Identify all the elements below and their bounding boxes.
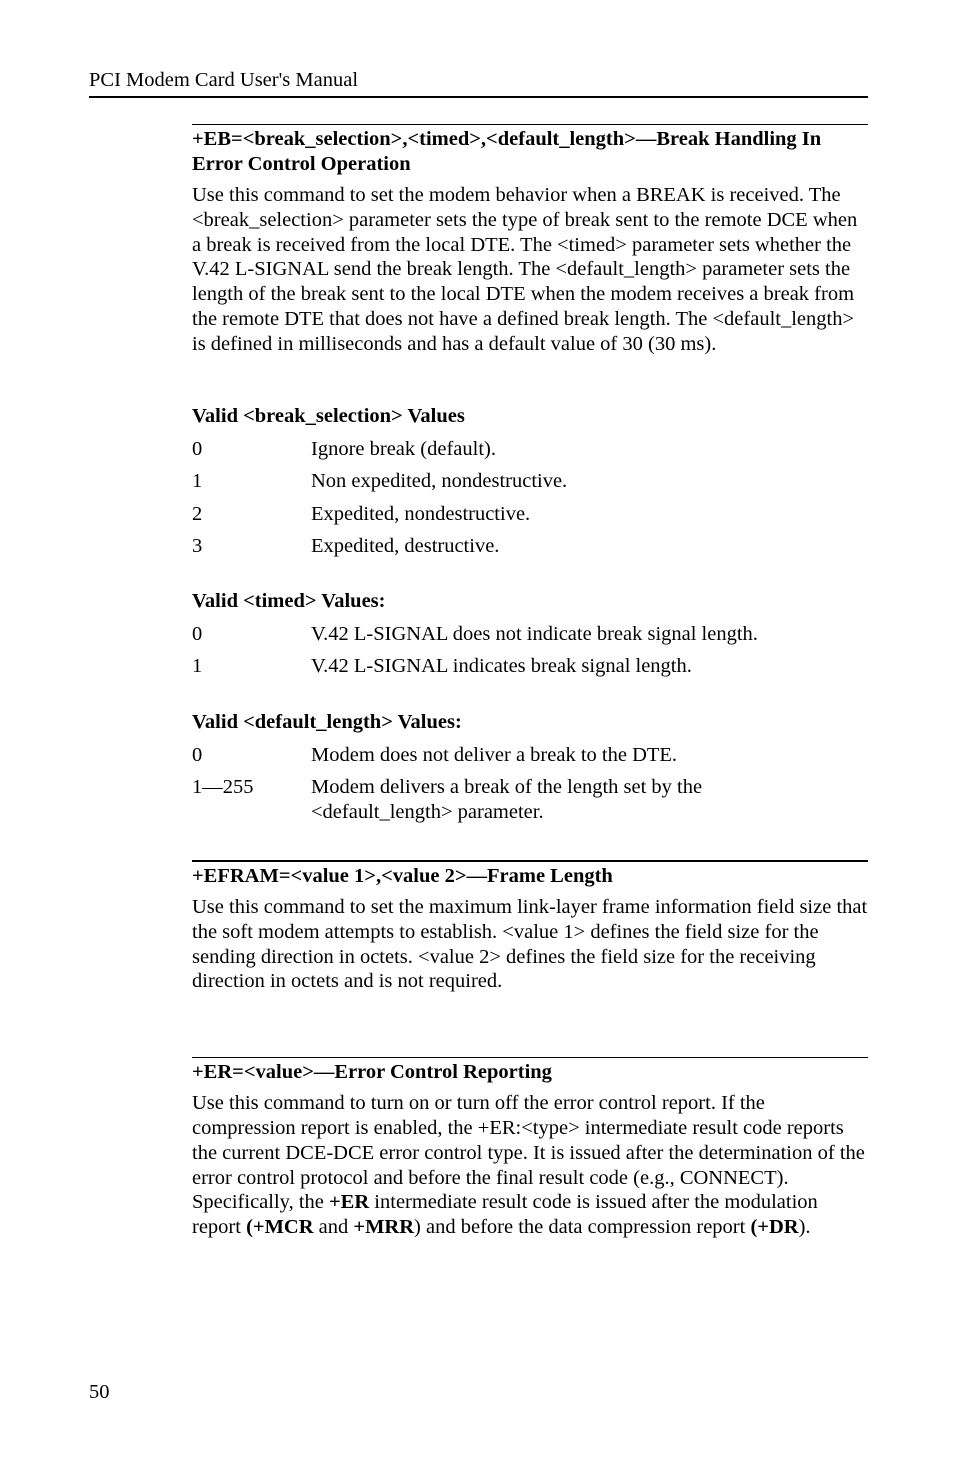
value-row: [192, 654, 868, 679]
timed-table: [192, 622, 868, 679]
dr-command-ref: (+DR: [750, 1216, 799, 1239]
value-row: [192, 622, 868, 647]
value-row: [192, 743, 868, 768]
er-command-ref: +ER: [329, 1191, 370, 1214]
value-description: V.42 L-SIGNAL indicates break signal length.: [311, 655, 692, 678]
value-description: Expedited, destructive.: [311, 535, 500, 558]
value-key: 0: [192, 437, 203, 460]
value-key: 1: [192, 470, 203, 493]
er-text: and: [313, 1216, 354, 1239]
value-key: 0: [192, 743, 203, 766]
er-text: intermediate result code is issued after the modulation report: [192, 1191, 818, 1239]
eb-section: [192, 124, 868, 824]
value-row: [192, 502, 868, 527]
value-description: Expedited, nondestructive.: [311, 502, 531, 525]
er-description: [192, 1091, 868, 1240]
value-row: [192, 775, 868, 824]
page-content: [192, 124, 868, 1240]
efram-heading: +EFRAM=<value 1>,<value 2>—Frame Length: [192, 865, 613, 888]
er-text: ).: [798, 1216, 811, 1239]
value-key: 0: [192, 622, 203, 645]
value-description: Modem does not deliver a break to the DTE.: [311, 743, 678, 766]
page-header: [89, 67, 868, 98]
value-key: 3: [192, 535, 203, 558]
er-heading: +ER=<value>—Error Control Reporting: [192, 1061, 552, 1084]
value-key: 2: [192, 502, 203, 525]
timed-heading: Valid <timed> Values:: [192, 589, 386, 612]
value-key: 1: [192, 655, 203, 678]
value-description: Non expedited, nondestructive.: [311, 470, 568, 493]
page-number: 50: [89, 1381, 110, 1403]
eb-description: Use this command to set the modem behavior when a BREAK is received. The <break_selection> parameter sets the type of break sent to the remote DCE when a break is received from the local DTE. The <timed> parameter sets whether the V.42 L-SIGNAL send the break length. The <default_length> parameter sets the length of the break sent to the local DTE when the modem receives a break from the remote DTE that does not have a defined break length. The <default_length> is defined in milliseconds and has a default value of 30 (30 ms).: [192, 184, 858, 355]
value-row: [192, 437, 868, 462]
break-selection-table: [192, 437, 868, 559]
value-row: [192, 534, 868, 559]
value-key: 1—255: [192, 776, 254, 799]
manual-title: PCI Modem Card User's Manual: [89, 69, 359, 91]
default-length-heading: Valid <default_length> Values:: [192, 710, 462, 733]
er-text: ) and before the data compression report: [414, 1216, 751, 1239]
value-row: [192, 469, 868, 494]
mrr-command-ref: +MRR: [353, 1216, 415, 1239]
eb-heading: +EB=<break_selection>,<timed>,<default_length>—Break Handling In Error Control Operation: [192, 128, 822, 175]
value-description: V.42 L-SIGNAL does not indicate break signal length.: [311, 622, 758, 645]
mcr-command-ref: (+MCR: [246, 1216, 314, 1239]
value-description: Modem delivers a break of the length set by the <default_length> parameter.: [311, 776, 703, 823]
value-description: Ignore break (default).: [311, 437, 496, 460]
er-text: Use this command to turn on or turn off the error control report. If the compression report is enabled, the +ER:<type> intermediate result code reports the current DCE-DCE error control type. It is issued after the determination of the error control protocol and before the final result code (e.g., CONNECT). Specifically, the: [192, 1092, 865, 1214]
efram-section: [192, 860, 868, 994]
break-selection-heading: Valid <break_selection> Values: [192, 404, 465, 427]
default-length-table: [192, 743, 868, 825]
er-section: [192, 1057, 868, 1240]
efram-description: Use this command to set the maximum link-layer frame information field size that the soft modem attempts to establish. <value 1> defines the field size for the sending direction in octets. <value 2> defines the field size for the receiving direction in octets and is not required.: [192, 896, 868, 993]
